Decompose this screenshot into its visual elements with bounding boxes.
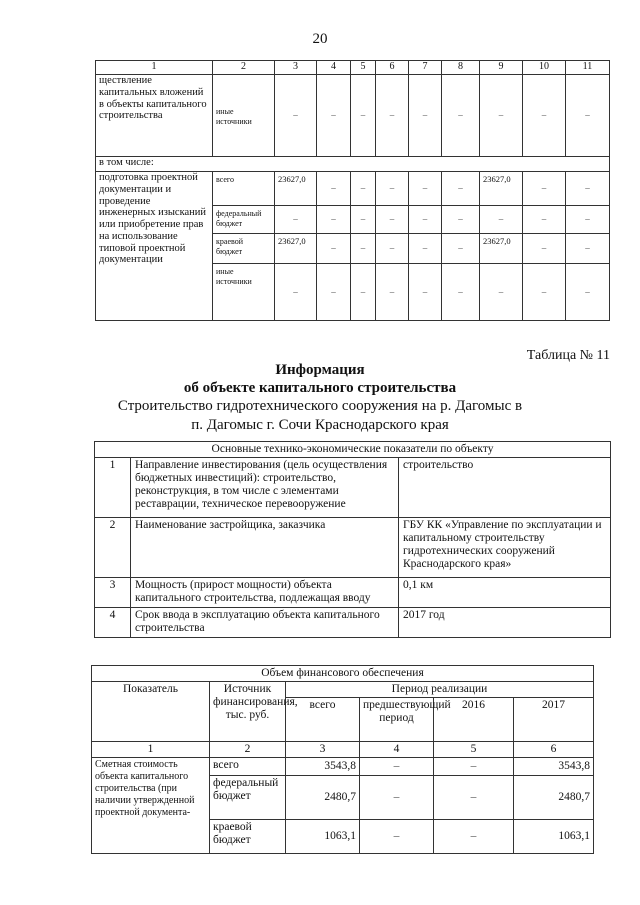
table-cell: – [442,234,480,264]
table-cell: 23627,0 [275,234,317,264]
table-cell: 23627,0 [275,172,317,206]
col-number: 2 [213,61,275,75]
table-cell: 3543,8 [286,757,360,775]
period-header: Период реализации [286,681,594,697]
finance-header: Объем финансового обеспечения [92,666,594,682]
table-cell: – [409,172,442,206]
column-number-row [96,61,610,75]
table-row [95,517,611,577]
col-number: 10 [523,61,566,75]
row-number: 1 [95,457,131,517]
table-cell: – [360,819,434,853]
table-cell: – [523,172,566,206]
table-cell: – [409,206,442,234]
table-cell: – [523,264,566,321]
table-cell: – [317,75,351,157]
finance-table [91,665,594,854]
table-cell: – [351,75,376,157]
table-cell: – [317,206,351,234]
table-row [95,577,611,607]
indicator-label: Направление инвестирования (цель осуществления бюджетных инвестиций): строительство, реконструкция, в том числе с элементами реставрации, техническое перевооружение [131,457,399,517]
group-label: подготовка проектной документации и проведение инженерных изысканий или приобретение прав на использование типовой проектной документации [96,172,213,321]
table-cell: – [480,264,523,321]
indicators-header: Основные технико-экономические показатели по объекту [95,442,611,458]
table-cell: – [566,206,610,234]
col-total: всего [286,697,360,741]
source-label: всего [210,757,286,775]
col-number: 3 [275,61,317,75]
info-title: Информация [275,362,365,378]
row-number: 2 [95,517,131,577]
page-number: 20 [312,31,328,47]
source-label: краевой бюджет [210,819,286,853]
col-number: 8 [442,61,480,75]
col-number: 5 [351,61,376,75]
col-number: 1 [92,741,210,757]
indicator-label: Срок ввода в эксплуатацию объекта капитального строительства [131,607,399,637]
table-cell: 3543,8 [514,757,594,775]
indicator-label: Наименование застройщика, заказчика [131,517,399,577]
table-cell: 23627,0 [480,172,523,206]
table-row [96,157,610,172]
table-cell: – [566,172,610,206]
table-cell: – [523,206,566,234]
col-previous: предшествующий период [360,697,434,741]
table-cell: – [442,172,480,206]
table-cell: – [409,75,442,157]
indicator-value: 0,1 км [399,577,611,607]
col-number: 5 [434,741,514,757]
table-cell: – [434,775,514,819]
col-2016: 2016 [434,697,514,741]
table-cell: – [376,234,409,264]
table-cell: 1063,1 [514,819,594,853]
row-label: ществление капитальных вложений в объекты капитального строительства [96,75,213,157]
col-source: Источник финансирования, тыс. руб. [210,681,286,741]
table-cell: – [523,234,566,264]
table-cell: – [566,234,610,264]
table-cell: 23627,0 [480,234,523,264]
table-cell: – [360,775,434,819]
indicator-label: Мощность (прирост мощности) объекта капитального строительства, подлежащая вводу [131,577,399,607]
col-number: 6 [376,61,409,75]
table-cell: – [351,234,376,264]
table-cell: – [566,264,610,321]
table-header-row [92,666,594,682]
source-label: федеральный бюджет [210,775,286,819]
object-name-line1: Строительство гидротехнического сооружения на р. Дагомыс в [117,398,523,414]
col-number: 3 [286,741,360,757]
table-cell: – [376,172,409,206]
source-label: всего [213,172,275,206]
table-number: Таблица № 11 [526,348,610,363]
table-row [92,757,594,775]
table-cell: – [523,75,566,157]
table-header-row [92,681,594,697]
info-subtitle: об объекте капитального строительства [183,380,457,396]
object-name-line2: п. Дагомыс г. Сочи Краснодарского края [191,417,449,433]
table-cell: – [275,75,317,157]
col-number: 2 [210,741,286,757]
table-cell: – [351,206,376,234]
table-cell: – [275,264,317,321]
table-row [95,607,611,637]
table-cell: – [351,172,376,206]
table-cell: – [317,264,351,321]
table-cell: 2480,7 [286,775,360,819]
table-cell: – [360,757,434,775]
table-cell: – [351,264,376,321]
col-number: 4 [317,61,351,75]
table-cell: – [480,206,523,234]
table-cell: – [317,234,351,264]
source-label: иные источники [213,75,275,157]
col-number: 9 [480,61,523,75]
table-cell: – [376,75,409,157]
table-cell: – [434,819,514,853]
col-number: 11 [566,61,610,75]
including-label: в том числе: [96,157,610,172]
col-number: 6 [514,741,594,757]
table-cell: – [409,264,442,321]
table-cell: – [566,75,610,157]
funding-table-continued [95,60,610,321]
table-cell: – [442,75,480,157]
table-cell: – [317,172,351,206]
table-cell: 1063,1 [286,819,360,853]
table-cell: 2480,7 [514,775,594,819]
source-label: краевой бюджет [213,234,275,264]
row-number: 4 [95,607,131,637]
column-number-row [92,741,594,757]
table-row [95,457,611,517]
table-cell: – [376,206,409,234]
table-cell: – [442,264,480,321]
indicator-value: ГБУ КК «Управление по эксплуатации и капитальному строительству гидротехнических сооружений Краснодарского края» [399,517,611,577]
col-number: 1 [96,61,213,75]
table-cell: – [409,234,442,264]
col-number: 7 [409,61,442,75]
col-number: 4 [360,741,434,757]
table-row [96,75,610,157]
indicators-table [94,441,611,638]
col-indicator: Показатель [92,681,210,741]
table-cell: – [434,757,514,775]
table-row [96,172,610,206]
col-2017: 2017 [514,697,594,741]
table-cell: – [480,75,523,157]
indicator-value: строительство [399,457,611,517]
indicator-value: 2017 год [399,607,611,637]
table-cell: – [376,264,409,321]
table-cell: – [275,206,317,234]
row-label: Сметная стоимость объекта капитального строительства (при наличии утвержденной проектной документа- [92,757,210,853]
source-label: федеральный бюджет [213,206,275,234]
table-header-row [95,442,611,458]
row-number: 3 [95,577,131,607]
source-label: иные источники [213,264,275,321]
table-cell: – [442,206,480,234]
